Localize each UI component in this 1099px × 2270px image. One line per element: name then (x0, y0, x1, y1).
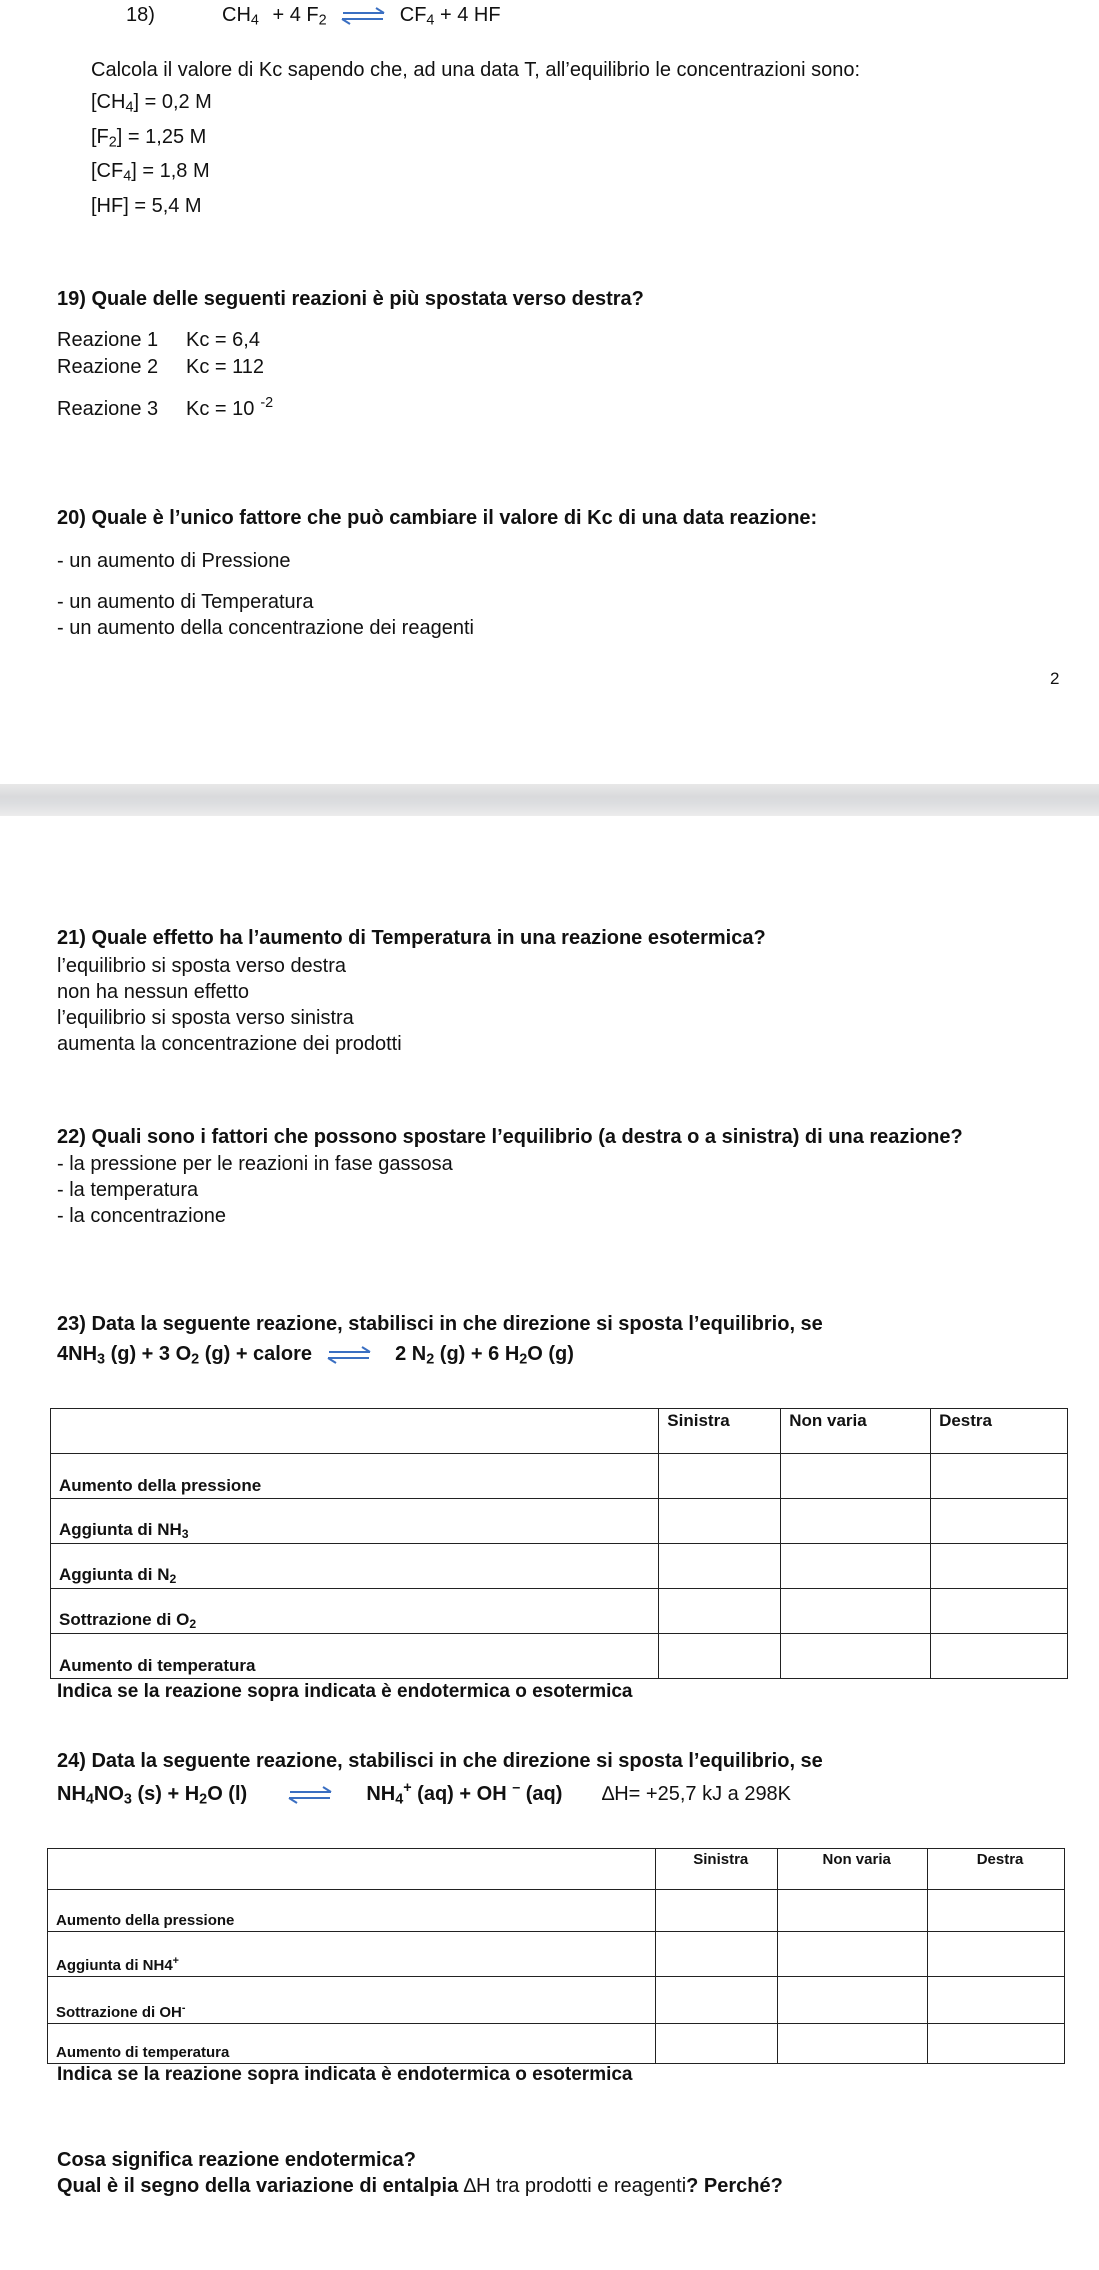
kc-value: Kc = 6,4 (186, 329, 260, 351)
header-non-varia: Non varia (778, 1849, 928, 1890)
q19-row-3 (57, 395, 274, 421)
row-label-text: Aumento di temperatura (56, 2044, 230, 2061)
row-label (51, 1454, 659, 1499)
rx-sub: 2 (426, 1351, 435, 1368)
row-label-sub: 2 (189, 1617, 197, 1631)
row-label-text: Aggiunta di NH4 (56, 1957, 173, 1974)
table-row (48, 2024, 1065, 2064)
header-sinistra: Sinistra (656, 1849, 778, 1890)
table-row (51, 1634, 1068, 1679)
q18-p2: + 4 HF (440, 4, 501, 26)
row-label (48, 1932, 656, 1977)
row-label-sup: - (181, 2002, 186, 2015)
row-label-text: Aumento di temperatura (59, 1656, 256, 1675)
conc-sub: 2 (108, 134, 117, 151)
q22-option: - la concentrazione (57, 1205, 226, 1227)
rx-part: (s) + H (131, 1783, 200, 1805)
row-label (48, 1890, 656, 1932)
empty-header-cell (51, 1409, 659, 1454)
answer-cell-non-varia[interactable] (778, 1932, 928, 1977)
rx-part: O (l) (207, 1783, 248, 1805)
rx-sup: + (403, 1780, 412, 1797)
conc-post: ] = 1,8 M (131, 160, 210, 183)
q18-concentrations (91, 88, 212, 221)
answer-cell-destra[interactable] (931, 1499, 1068, 1544)
answer-cell-destra[interactable] (931, 1454, 1068, 1499)
q18-prompt: Calcola il valore di Kc sapendo che, ad una data T, all’equilibrio le concentrazioni sono: (91, 59, 860, 81)
q18-p1: CF (399, 4, 427, 26)
conc-pre: [CH (91, 91, 126, 113)
q23-note: Indica se la reazione sopra indicata è endotermica o esotermica (57, 1681, 633, 1702)
q21-option: aumenta la concentrazione dei prodotti (57, 1033, 402, 1055)
q18-p1-sub: 4 (426, 12, 435, 29)
q18-number: 18) (126, 4, 155, 26)
table-row (48, 1932, 1065, 1977)
rx-sub: 2 (199, 1791, 208, 1808)
q20-option: - un aumento di Temperatura (57, 591, 314, 613)
answer-cell-non-varia[interactable] (781, 1634, 931, 1679)
q21-option: non ha nessun effetto (57, 981, 250, 1003)
rx-sub: 4 (85, 1791, 94, 1808)
answer-cell-non-varia[interactable] (781, 1454, 931, 1499)
row-label-sub: 3 (181, 1527, 189, 1541)
answer-cell-non-varia[interactable] (778, 2024, 928, 2064)
final-q2-part: Qual è il segno della variazione di entalpia (57, 2175, 464, 2197)
conc-post: ] = 0,2 M (133, 91, 212, 113)
kc-exponent: -2 (260, 395, 274, 412)
final-question-2 (57, 2175, 783, 2198)
answer-cell-destra[interactable] (931, 1634, 1068, 1679)
table-row (48, 1890, 1065, 1932)
header-destra: Destra (928, 1849, 1065, 1890)
q24-table (47, 1848, 1065, 2064)
equilibrium-arrow-icon (340, 7, 386, 25)
q23-table (50, 1408, 1068, 1679)
row-label-text: Aumento della pressione (56, 1912, 235, 1929)
row-label (51, 1589, 659, 1634)
rx-part: 4NH (57, 1343, 98, 1365)
row-label (51, 1634, 659, 1679)
row-label (51, 1544, 659, 1589)
q24-title: 24) Data la seguente reazione, stabilisci in che direzione si sposta l’equilibrio, se (57, 1750, 823, 1772)
rx-sub: 3 (123, 1791, 132, 1808)
final-q2-part: ? Perché? (686, 2175, 783, 2197)
answer-cell-sinistra[interactable] (656, 1977, 778, 2024)
q22-option: - la temperatura (57, 1179, 199, 1201)
table-row (51, 1544, 1068, 1589)
empty-header-cell (48, 1849, 656, 1890)
conc-sub: 4 (125, 99, 134, 116)
conc-pre: [CF (91, 160, 124, 183)
q18-r1: CH (222, 4, 251, 26)
reaction-label: Reazione 1 (57, 329, 159, 351)
rx-part: (aq) + OH (411, 1783, 513, 1805)
answer-cell-destra[interactable] (928, 1977, 1065, 2024)
row-label-sup: + (172, 1955, 179, 1968)
q19-row-1 (57, 329, 260, 352)
concentration-line (91, 88, 212, 123)
table-header-row (48, 1849, 1065, 1890)
q18-r2-sub: 2 (318, 12, 327, 29)
header-non-varia: Non varia (781, 1409, 931, 1454)
answer-cell-destra[interactable] (928, 1932, 1065, 1977)
rx-part: NH (366, 1783, 396, 1805)
page-separator (0, 784, 1099, 816)
rx-part: NO (93, 1783, 124, 1805)
rx-sub: 3 (97, 1351, 106, 1368)
kc-value: Kc = 10 (186, 398, 255, 420)
row-label-text: Aggiunta di N (59, 1564, 170, 1584)
reaction-label: Reazione 2 (57, 356, 159, 378)
answer-cell-non-varia[interactable] (778, 1977, 928, 2024)
q21-options (57, 953, 402, 1057)
rx-sup: – (512, 1780, 521, 1797)
rx-part: (aq) (520, 1783, 563, 1805)
q20-option: - un aumento della concentrazione dei reagenti (57, 617, 474, 639)
q21-option: l’equilibrio si sposta verso sinistra (57, 1007, 354, 1029)
rx-part: (g) + 3 O (105, 1343, 192, 1365)
q22-options (57, 1151, 453, 1229)
answer-cell-destra[interactable] (928, 2024, 1065, 2064)
rx-sub: 2 (191, 1351, 200, 1368)
q22-option: - la pressione per le reazioni in fase gassosa (57, 1153, 453, 1175)
q20-title: 20) Quale è l’unico fattore che può cambiare il valore di Kc di una data reazione: (57, 507, 818, 529)
row-label-text: Aumento della pressione (59, 1476, 262, 1495)
q19-row-2 (57, 356, 265, 379)
answer-cell-non-varia[interactable] (781, 1544, 931, 1589)
answer-cell-sinistra[interactable] (656, 1932, 778, 1977)
rx-part: (g) + 6 H (434, 1343, 520, 1365)
q19-title: 19) Quale delle seguenti reazioni è più spostata verso destra? (57, 288, 644, 310)
conc-post: ] = 1,25 M (116, 125, 207, 148)
concentration-line (91, 157, 212, 192)
equilibrium-arrow-icon (326, 1346, 372, 1364)
final-question-1: Cosa significa reazione endotermica? (57, 2149, 416, 2171)
conc-pre: [F (91, 125, 109, 148)
conc-post: ] = 5,4 M (123, 194, 202, 217)
answer-cell-sinistra[interactable] (659, 1544, 781, 1589)
q20-option: - un aumento di Pressione (57, 550, 291, 572)
answer-cell-non-varia[interactable] (781, 1499, 931, 1544)
answer-cell-sinistra[interactable] (659, 1634, 781, 1679)
row-label-text: Aggiunta di NH (59, 1519, 182, 1539)
q18-r2: + 4 F (272, 4, 319, 26)
q24-reaction (57, 1780, 792, 1808)
q23-title: 23) Data la seguente reazione, stabilisci in che direzione si sposta l’equilibrio, se (57, 1313, 823, 1335)
answer-cell-non-varia[interactable] (781, 1589, 931, 1634)
row-label-text: Sottrazione di OH (56, 2004, 182, 2021)
row-label (48, 1977, 656, 2024)
answer-cell-destra[interactable] (928, 1890, 1065, 1932)
answer-cell-sinistra[interactable] (659, 1589, 781, 1634)
answer-cell-non-varia[interactable] (778, 1890, 928, 1932)
header-destra: Destra (931, 1409, 1068, 1454)
rx-part: 2 N (395, 1343, 427, 1365)
row-label-text: Sottrazione di O (59, 1609, 190, 1629)
rx-part: NH (57, 1783, 86, 1805)
answer-cell-sinistra[interactable] (659, 1499, 781, 1544)
reaction-label: Reazione 3 (57, 398, 159, 420)
rx-part: O (g) (527, 1343, 574, 1365)
header-sinistra: Sinistra (659, 1409, 781, 1454)
final-q2-part: ∆H tra prodotti e reagenti (463, 2175, 687, 2197)
rx-part: (g) + calore (199, 1343, 312, 1365)
rx-sub: 2 (519, 1351, 528, 1368)
row-label (48, 2024, 656, 2064)
page-number: 2 (1050, 669, 1060, 688)
concentration-line (91, 123, 212, 158)
table-header-row (51, 1409, 1068, 1454)
answer-cell-destra[interactable] (931, 1589, 1068, 1634)
q18-r1-sub: 4 (250, 12, 259, 29)
conc-sub: 4 (123, 168, 132, 185)
table-row (51, 1454, 1068, 1499)
answer-cell-sinistra[interactable] (656, 2024, 778, 2064)
row-label (51, 1499, 659, 1544)
q23-reaction (57, 1343, 574, 1368)
q22-title: 22) Quali sono i fattori che possono spostare l’equilibrio (a destra o a sinistra) di una reazione? (57, 1126, 963, 1148)
concentration-line (91, 192, 212, 221)
answer-cell-sinistra[interactable] (659, 1454, 781, 1499)
table-row (51, 1499, 1068, 1544)
equilibrium-arrow-icon (287, 1786, 333, 1804)
q18-reaction (222, 4, 501, 29)
q21-title: 21) Quale effetto ha l’aumento di Temperatura in una reazione esotermica? (57, 927, 766, 949)
enthalpy-value: ∆H= +25,7 kJ a 298K (602, 1783, 792, 1805)
table-row (51, 1589, 1068, 1634)
answer-cell-sinistra[interactable] (656, 1890, 778, 1932)
table-row (48, 1977, 1065, 2024)
rx-sub: 4 (395, 1791, 404, 1808)
conc-pre: [HF (91, 194, 124, 217)
q21-option: l’equilibrio si sposta verso destra (57, 955, 347, 977)
answer-cell-destra[interactable] (931, 1544, 1068, 1589)
kc-value: Kc = 112 (186, 356, 265, 378)
q24-note: Indica se la reazione sopra indicata è endotermica o esotermica (57, 2064, 633, 2085)
row-label-sub: 2 (169, 1572, 177, 1586)
